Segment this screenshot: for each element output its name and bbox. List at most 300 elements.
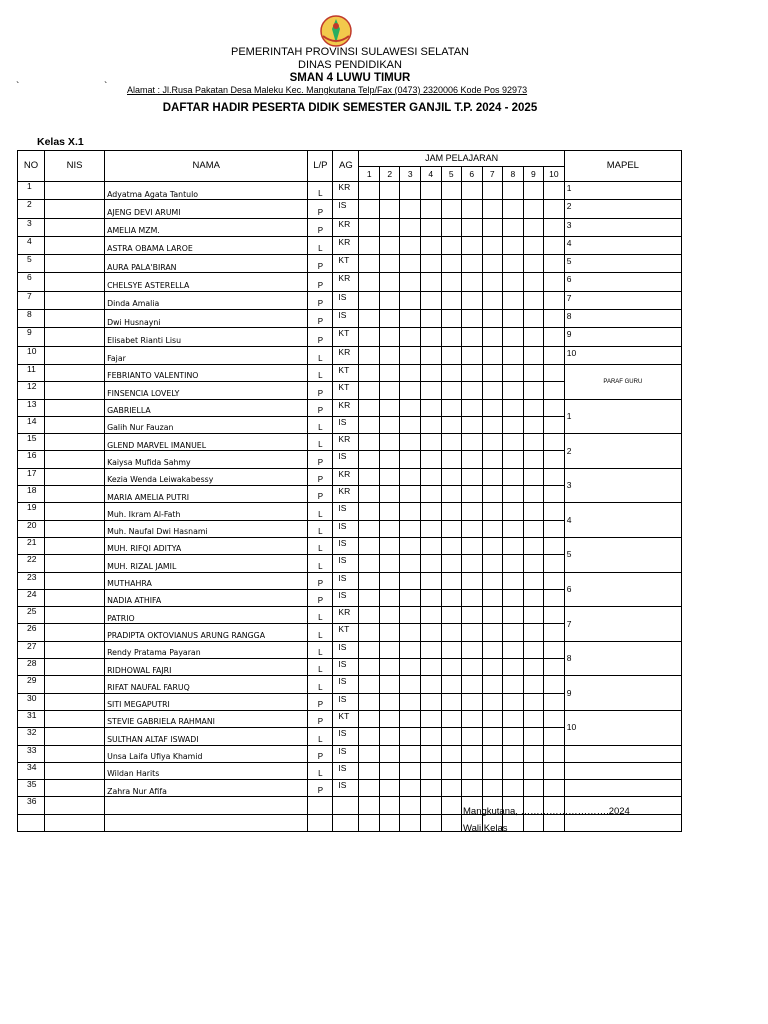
student-no: 19 [18,503,45,520]
student-nis [45,780,105,797]
attendance-cell [523,780,544,797]
attendance-cell [359,537,380,554]
attendance-cell [523,745,544,762]
attendance-cell [420,218,441,236]
attendance-cell [359,814,380,831]
attendance-cell [420,328,441,346]
student-no: 36 [18,797,45,814]
attendance-cell [503,364,524,381]
attendance-cell [420,416,441,433]
attendance-cell [359,328,380,346]
student-nis [45,364,105,381]
attendance-cell [441,255,462,273]
student-religion: KR [333,218,359,236]
attendance-cell [523,291,544,309]
student-name: MUH. RIZAL JAMIL [105,555,308,572]
attendance-cell [420,520,441,537]
attendance-cell [462,236,483,254]
header-lp: L/P [308,151,333,182]
attendance-cell [400,218,421,236]
student-no: 29 [18,676,45,693]
stray-mark: ` [16,81,20,92]
student-no: 24 [18,589,45,606]
attendance-cell [482,451,503,468]
attendance-cell [503,676,524,693]
attendance-cell [359,780,380,797]
attendance-cell [379,589,400,606]
attendance-cell [359,520,380,537]
table-row [18,745,682,762]
student-no: 26 [18,624,45,641]
attendance-cell [400,693,421,710]
student-nis [45,641,105,658]
attendance-cell [544,780,565,797]
mapel-empty [564,745,681,762]
student-gender: P [308,273,333,291]
attendance-cell [462,291,483,309]
attendance-cell [441,399,462,416]
attendance-cell [462,762,483,779]
table-row [18,780,682,797]
attendance-cell [482,200,503,218]
attendance-cell [523,236,544,254]
attendance-cell [482,745,503,762]
attendance-cell [462,451,483,468]
attendance-cell [482,434,503,451]
attendance-cell [420,745,441,762]
student-gender: L [308,364,333,381]
attendance-cell [420,728,441,745]
attendance-cell [544,676,565,693]
attendance-cell [544,434,565,451]
attendance-cell [420,676,441,693]
header-jam-8: 8 [503,167,524,182]
attendance-cell [462,780,483,797]
student-no: 1 [18,182,45,200]
attendance-cell [400,745,421,762]
attendance-cell [379,486,400,503]
attendance-cell [400,710,421,727]
attendance-cell [503,641,524,658]
student-name: FEBRIANTO VALENTINO [105,364,308,381]
attendance-cell [379,434,400,451]
attendance-cell [462,589,483,606]
attendance-cell [544,728,565,745]
attendance-cell [462,537,483,554]
attendance-cell [544,555,565,572]
student-gender [308,797,333,814]
paraf-item: 7 [564,607,681,642]
attendance-cell [379,641,400,658]
student-no: 5 [18,255,45,273]
attendance-cell [400,399,421,416]
student-no: 12 [18,382,45,399]
student-no [18,814,45,831]
attendance-cell [503,399,524,416]
student-nis [45,328,105,346]
attendance-cell [523,659,544,676]
place-date: Mangkutana, ……………………….2024 [463,806,630,817]
student-religion [333,814,359,831]
attendance-cell [503,346,524,364]
attendance-cell [420,310,441,328]
attendance-cell [400,486,421,503]
student-no: 33 [18,745,45,762]
attendance-cell [462,416,483,433]
table-row [18,572,682,589]
attendance-cell [482,641,503,658]
attendance-cell [523,434,544,451]
student-religion: KT [333,382,359,399]
attendance-cell [379,346,400,364]
attendance-cell [359,273,380,291]
header-jam-1: 1 [359,167,380,182]
student-religion: IS [333,555,359,572]
attendance-cell [462,255,483,273]
attendance-cell [482,589,503,606]
attendance-cell [503,728,524,745]
student-religion: IS [333,659,359,676]
attendance-cell [441,273,462,291]
attendance-cell [359,572,380,589]
attendance-cell [420,236,441,254]
attendance-cell [523,451,544,468]
attendance-cell [482,346,503,364]
student-nis [45,728,105,745]
attendance-cell [400,382,421,399]
attendance-cell [420,486,441,503]
paraf-item: 5 [564,537,681,572]
student-religion: IS [333,762,359,779]
student-no: 15 [18,434,45,451]
attendance-cell [523,399,544,416]
student-religion: KR [333,607,359,624]
attendance-cell [441,728,462,745]
attendance-cell [379,328,400,346]
attendance-cell [359,200,380,218]
attendance-cell [523,468,544,485]
attendance-cell [420,607,441,624]
student-religion: IS [333,693,359,710]
student-gender: P [308,451,333,468]
attendance-cell [523,520,544,537]
attendance-cell [359,399,380,416]
student-gender: P [308,382,333,399]
student-religion: KT [333,364,359,381]
attendance-cell [420,364,441,381]
attendance-cell [482,762,503,779]
student-name: Dwi Husnayni [105,310,308,328]
student-nis [45,486,105,503]
attendance-cell [420,255,441,273]
attendance-cell [379,607,400,624]
attendance-cell [462,503,483,520]
attendance-cell [359,641,380,658]
student-nis [45,382,105,399]
attendance-cell [503,182,524,200]
attendance-cell [523,676,544,693]
student-no: 28 [18,659,45,676]
attendance-cell [441,780,462,797]
attendance-cell [359,434,380,451]
attendance-cell [400,200,421,218]
attendance-cell [523,218,544,236]
header-jam-7: 7 [482,167,503,182]
attendance-cell [379,676,400,693]
student-religion: IS [333,745,359,762]
attendance-cell [523,503,544,520]
attendance-cell [523,572,544,589]
attendance-cell [503,255,524,273]
student-name: Muh. Ikram Al-Fath [105,503,308,520]
student-name: RIFAT NAUFAL FARUQ [105,676,308,693]
attendance-cell [523,589,544,606]
attendance-cell [462,659,483,676]
attendance-cell [359,346,380,364]
attendance-cell [441,814,462,831]
header-nis: NIS [45,151,105,182]
student-gender: L [308,236,333,254]
student-name [105,797,308,814]
attendance-cell [441,310,462,328]
attendance-cell [400,659,421,676]
attendance-cell [523,607,544,624]
attendance-cell [544,399,565,416]
school-name: SMAN 4 LUWU TIMUR [289,72,411,84]
attendance-cell [544,382,565,399]
attendance-cell [544,218,565,236]
student-gender: L [308,346,333,364]
attendance-cell [441,291,462,309]
attendance-cell [482,182,503,200]
student-gender: P [308,745,333,762]
attendance-cell [400,537,421,554]
student-gender: P [308,468,333,485]
student-gender: P [308,780,333,797]
attendance-cell [503,520,524,537]
student-name: Galih Nur Fauzan [105,416,308,433]
attendance-cell [503,503,524,520]
attendance-cell [544,710,565,727]
attendance-cell [359,676,380,693]
table-row [18,328,682,346]
student-no: 21 [18,537,45,554]
attendance-cell [420,273,441,291]
attendance-cell [359,236,380,254]
attendance-cell [379,451,400,468]
attendance-cell [420,382,441,399]
mapel-item: 3 [564,218,681,236]
attendance-cell [503,537,524,554]
attendance-cell [400,346,421,364]
student-name: ASTRA OBAMA LAROE [105,236,308,254]
attendance-cell [379,572,400,589]
student-nis [45,676,105,693]
student-nis [45,693,105,710]
student-name: Muh. Naufal Dwi Hasnami [105,520,308,537]
attendance-cell [462,399,483,416]
attendance-cell [400,676,421,693]
student-name: Fajar [105,346,308,364]
table-row [18,537,682,554]
mapel-item: 8 [564,310,681,328]
attendance-cell [359,451,380,468]
attendance-cell [379,728,400,745]
attendance-cell [482,659,503,676]
student-religion: KT [333,255,359,273]
paraf-item: 2 [564,434,681,469]
attendance-cell [482,468,503,485]
table-row [18,273,682,291]
attendance-cell [441,589,462,606]
attendance-cell [400,607,421,624]
student-no: 17 [18,468,45,485]
attendance-cell [462,310,483,328]
header-nama: NAMA [105,151,308,182]
attendance-cell [503,291,524,309]
attendance-cell [379,797,400,814]
attendance-cell [441,451,462,468]
attendance-cell [544,572,565,589]
attendance-cell [523,537,544,554]
attendance-cell [503,416,524,433]
student-nis [45,607,105,624]
student-no: 4 [18,236,45,254]
attendance-cell [400,273,421,291]
attendance-cell [544,762,565,779]
student-nis [45,182,105,200]
student-religion: KR [333,399,359,416]
student-religion: IS [333,451,359,468]
attendance-cell [441,624,462,641]
attendance-cell [379,310,400,328]
table-row [18,182,682,200]
attendance-cell [462,676,483,693]
attendance-cell [359,555,380,572]
student-name: Dinda Amalia [105,291,308,309]
attendance-cell [544,468,565,485]
attendance-cell [400,328,421,346]
attendance-cell [441,346,462,364]
mapel-item: 1 [564,182,681,200]
student-gender: L [308,416,333,433]
student-name: STEVIE GABRIELA RAHMANI [105,710,308,727]
attendance-cell [359,503,380,520]
attendance-cell [441,200,462,218]
table-row [18,291,682,309]
student-nis [45,797,105,814]
attendance-cell [359,218,380,236]
attendance-cell [379,218,400,236]
attendance-cell [441,503,462,520]
attendance-cell [523,364,544,381]
student-gender: P [308,572,333,589]
student-gender: L [308,641,333,658]
attendance-cell [359,255,380,273]
student-gender: L [308,503,333,520]
attendance-cell [441,328,462,346]
header-mapel: MAPEL [564,151,681,182]
attendance-cell [441,182,462,200]
attendance-cell [420,780,441,797]
student-religion: IS [333,200,359,218]
attendance-cell [523,693,544,710]
student-no: 10 [18,346,45,364]
attendance-cell [400,364,421,381]
student-name: RIDHOWAL FAJRI [105,659,308,676]
attendance-cell [544,693,565,710]
table-row [18,641,682,658]
attendance-cell [523,762,544,779]
student-name: NADIA ATHIFA [105,589,308,606]
attendance-cell [441,468,462,485]
student-nis [45,762,105,779]
header-jam-6: 6 [462,167,483,182]
attendance-cell [544,520,565,537]
student-name: GLEND MARVEL IMANUEL [105,434,308,451]
student-name: Elisabet Rianti Lisu [105,328,308,346]
attendance-cell [420,710,441,727]
student-religion: IS [333,589,359,606]
header-ag: AG [333,151,359,182]
table-row [18,468,682,485]
student-gender: L [308,676,333,693]
student-gender: P [308,399,333,416]
student-religion: KR [333,273,359,291]
student-gender: P [308,200,333,218]
student-nis [45,310,105,328]
attendance-cell [359,291,380,309]
attendance-cell [482,780,503,797]
student-name: Kezia Wenda Leiwakabessy [105,468,308,485]
student-nis [45,537,105,554]
attendance-cell [482,676,503,693]
header-jam-9: 9 [523,167,544,182]
attendance-cell [400,416,421,433]
student-name: AJENG DEVI ARUMI [105,200,308,218]
student-religion: IS [333,291,359,309]
student-name: Zahra Nur Afifa [105,780,308,797]
attendance-cell [400,255,421,273]
paraf-item: 1 [564,399,681,434]
attendance-cell [544,659,565,676]
student-gender: P [308,328,333,346]
attendance-cell [503,218,524,236]
attendance-cell [503,659,524,676]
student-name: FINSENCIA LOVELY [105,382,308,399]
attendance-cell [379,291,400,309]
attendance-cell [503,589,524,606]
header-jam-10: 10 [544,167,565,182]
attendance-cell [503,710,524,727]
mapel-item: 5 [564,255,681,273]
attendance-cell [503,745,524,762]
attendance-cell [420,346,441,364]
student-no: 8 [18,310,45,328]
attendance-cell [441,382,462,399]
table-row [18,255,682,273]
attendance-cell [503,200,524,218]
attendance-cell [400,468,421,485]
attendance-cell [359,382,380,399]
attendance-cell [359,182,380,200]
attendance-cell [359,728,380,745]
mapel-item: 10 [564,346,681,364]
attendance-cell [482,520,503,537]
attendance-cell [420,589,441,606]
attendance-cell [482,310,503,328]
student-name: Adyatma Agata Tantulo [105,182,308,200]
